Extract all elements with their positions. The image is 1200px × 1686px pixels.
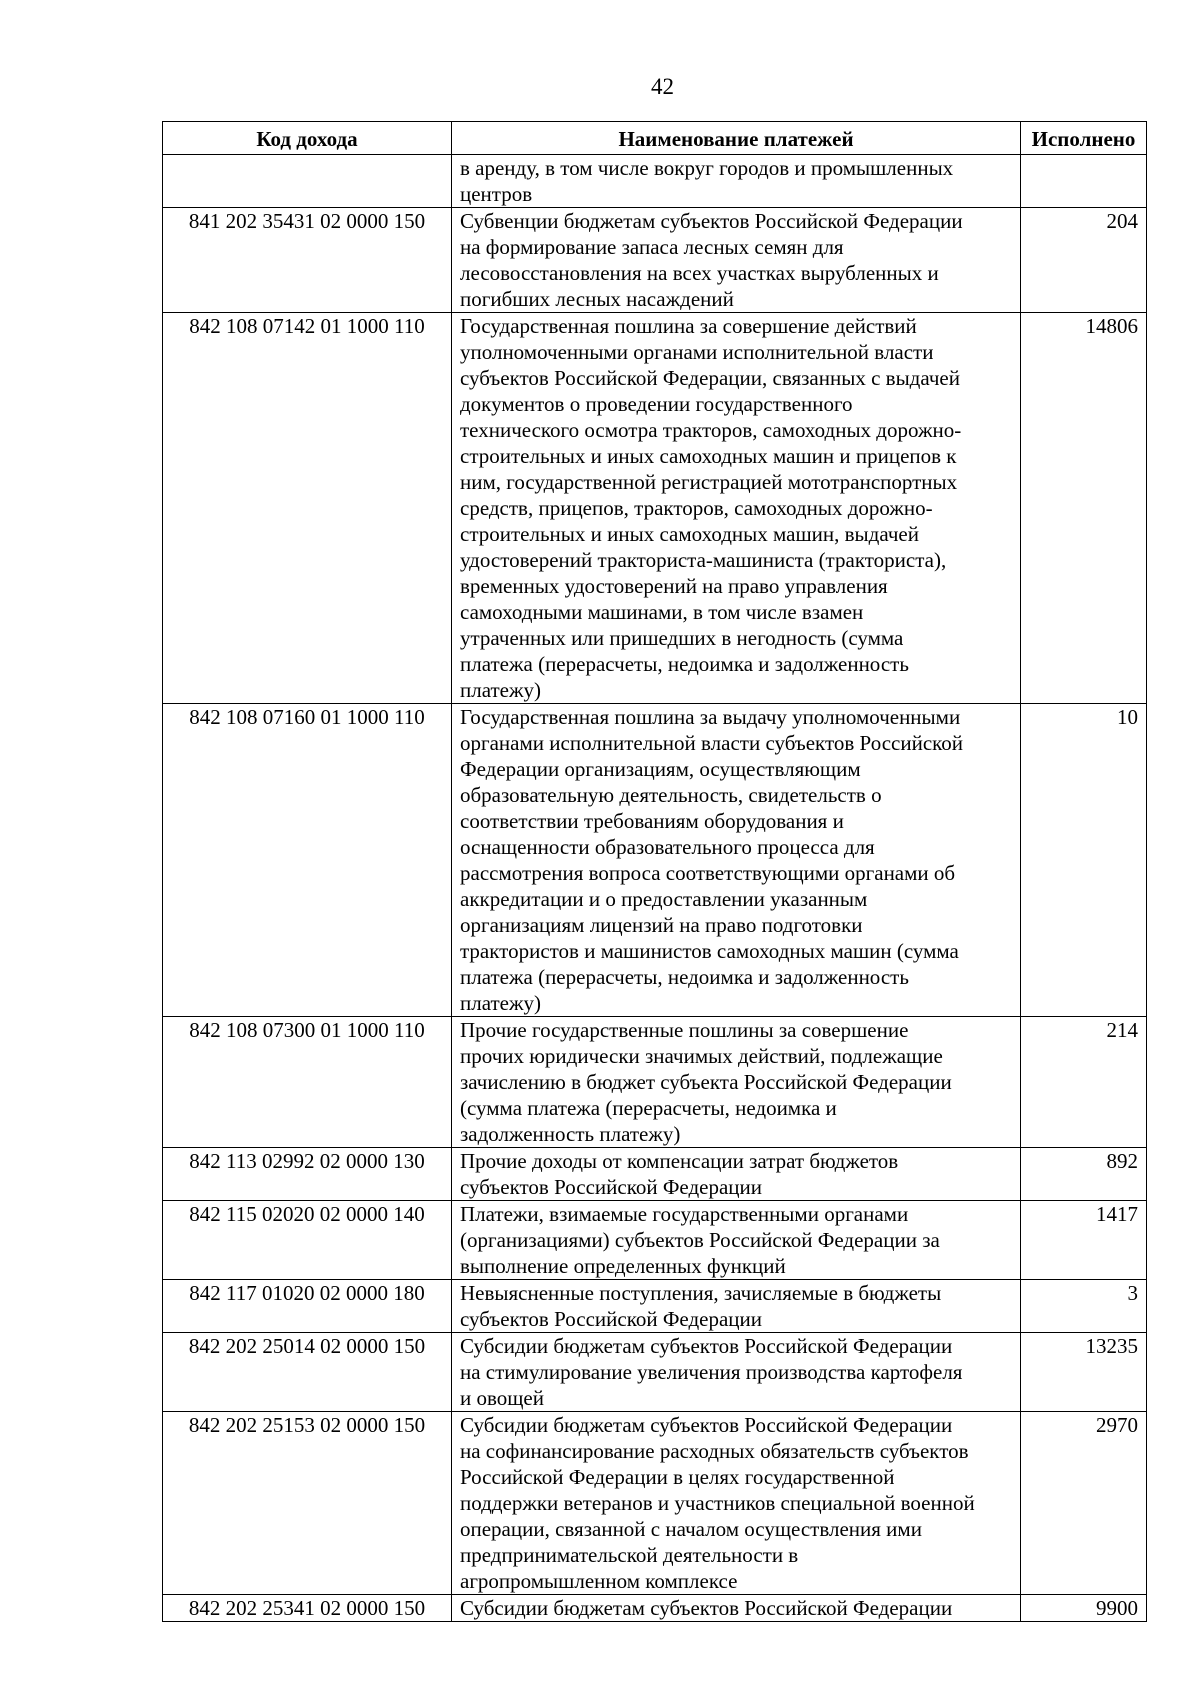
payment-name-cell [452,208,1021,313]
payment-name-line: Государственная пошлина за совершение действий [460,314,917,338]
income-code-cell: 842 115 02020 02 0000 140 [163,1201,452,1280]
payment-name-cell [452,1280,1021,1333]
payment-name-line: прочих юридически значимых действий, подлежащие [460,1044,943,1068]
payment-name-line: трактористов и машинистов самоходных машин (сумма [460,939,959,963]
payment-name-line: технического осмотра тракторов, самоходных дорожно- [460,418,962,442]
income-code-cell: 842 202 25014 02 0000 150 [163,1333,452,1412]
payment-name-cell [452,1595,1021,1622]
income-code-cell: 842 108 07300 01 1000 110 [163,1017,452,1148]
table-row [163,1412,1147,1595]
payment-name-line: агропромышленном комплексе [460,1569,738,1593]
payment-name-line: в аренду, в том числе вокруг городов и промышленных [460,156,954,180]
payment-name-line: субъектов Российской Федерации, связанных с выдачей [460,366,960,390]
income-code-cell: 841 202 35431 02 0000 150 [163,208,452,313]
payment-name-line: самоходными машинами, в том числе взамен [460,600,864,624]
payment-name-line: (организациями) субъектов Российской Федерации за [460,1228,940,1252]
table-row [163,1148,1147,1201]
executed-amount-cell: 2970 [1021,1412,1147,1595]
executed-amount-cell: 9900 [1021,1595,1147,1622]
payment-name-line: документов о проведении государственного [460,392,853,416]
income-code-cell: 842 113 02992 02 0000 130 [163,1148,452,1201]
payment-name-line: предпринимательской деятельности в [460,1543,799,1567]
payment-name-cell [452,313,1021,704]
income-code-cell: 842 108 07142 01 1000 110 [163,313,452,704]
payment-name-line: задолженность платежу) [460,1122,681,1146]
payment-name-line: аккредитации и о предоставлении указанным [460,887,868,911]
header-income-code: Код дохода [163,122,452,155]
payment-name-line: и овощей [460,1386,544,1410]
header-payment-name: Наименование платежей [452,122,1021,155]
payment-name-line: строительных и иных самоходных машин, выдачей [460,522,919,546]
payment-name-cell [452,1148,1021,1201]
payment-name-line: погибших лесных насаждений [460,287,734,311]
payment-name-line: организациям лицензий на право подготовки [460,913,863,937]
table-row [163,1280,1147,1333]
payment-name-line: утраченных или пришедших в негодность (сумма [460,626,904,650]
executed-amount-cell: 10 [1021,704,1147,1017]
payment-name-line: Платежи, взимаемые государственными органами [460,1202,909,1226]
executed-amount-cell: 214 [1021,1017,1147,1148]
executed-amount-cell: 204 [1021,208,1147,313]
executed-amount-cell: 3 [1021,1280,1147,1333]
payment-name-line: временных удостоверений на право управления [460,574,888,598]
payment-name-line: лесовосстановления на всех участках вырубленных и [460,261,939,285]
executed-amount-cell: 14806 [1021,313,1147,704]
payment-name-line: на софинансирование расходных обязательств субъектов [460,1439,969,1463]
payment-name-cell [452,704,1021,1017]
payment-name-line: образовательную деятельность, свидетельств о [460,783,882,807]
revenue-table [162,121,1147,1622]
table-row [163,313,1147,704]
payment-name-line: удостоверений тракториста-машиниста (тракториста), [460,548,947,572]
payment-name-line: платежа (перерасчеты, недоимка и задолженность [460,965,909,989]
income-code-cell: 842 117 01020 02 0000 180 [163,1280,452,1333]
payment-name-line: Субвенции бюджетам субъектов Российской Федерации [460,209,963,233]
table-row [163,1595,1147,1622]
payment-name-line: платежу) [460,678,541,702]
table-body [163,155,1147,1622]
payment-name-line: уполномоченными органами исполнительной власти [460,340,934,364]
payment-name-line: ним, государственной регистрацией мототранспортных [460,470,958,494]
payment-name-line: Субсидии бюджетам субъектов Российской Федерации [460,1596,953,1620]
payment-name-line: платежу) [460,991,541,1015]
table-row [163,1017,1147,1148]
payment-name-cell [452,1017,1021,1148]
payment-name-line: Субсидии бюджетам субъектов Российской Федерации [460,1413,953,1437]
payment-name-line: субъектов Российской Федерации [460,1307,763,1331]
payment-name-line: на стимулирование увеличения производства картофеля [460,1360,963,1384]
income-code-cell: 842 108 07160 01 1000 110 [163,704,452,1017]
header-executed: Исполнено [1021,122,1147,155]
payment-name-cell [452,1333,1021,1412]
income-code-cell [163,155,452,208]
payment-name-line: Невыясненные поступления, зачисляемые в бюджеты [460,1281,942,1305]
income-code-cell: 842 202 25341 02 0000 150 [163,1595,452,1622]
payment-name-line: операции, связанной с началом осуществления ими [460,1517,922,1541]
payment-name-line: соответствии требованиям оборудования и [460,809,844,833]
table-row [163,1333,1147,1412]
payment-name-line: на формирование запаса лесных семян для [460,235,844,259]
payment-name-cell [452,155,1021,208]
payment-name-line: Субсидии бюджетам субъектов Российской Федерации [460,1334,953,1358]
executed-amount-cell [1021,155,1147,208]
payment-name-line: поддержки ветеранов и участников специальной военной [460,1491,975,1515]
payment-name-line: (сумма платежа (перерасчеты, недоимка и [460,1096,837,1120]
executed-amount-cell: 1417 [1021,1201,1147,1280]
payment-name-line: строительных и иных самоходных машин и прицепов к [460,444,957,468]
table-row [163,208,1147,313]
page-number: 42 [651,74,674,99]
payment-name-line: Прочие доходы от компенсации затрат бюджетов [460,1149,899,1173]
executed-amount-cell: 892 [1021,1148,1147,1201]
payment-name-line: средств, прицепов, тракторов, самоходных дорожно- [460,496,933,520]
table-header-row [163,122,1147,155]
payment-name-cell [452,1412,1021,1595]
payment-name-line: оснащенности образовательного процесса для [460,835,875,859]
payment-name-line: выполнение определенных функций [460,1254,786,1278]
payment-name-line: зачислению в бюджет субъекта Российской Федерации [460,1070,952,1094]
payment-name-line: Российской Федерации в целях государственной [460,1465,895,1489]
table-row [163,704,1147,1017]
table-row [163,155,1147,208]
income-code-cell: 842 202 25153 02 0000 150 [163,1412,452,1595]
payment-name-line: Федерации организациям, осуществляющим [460,757,861,781]
payment-name-line: центров [460,182,533,206]
payment-name-cell [452,1201,1021,1280]
payment-name-line: органами исполнительной власти субъектов Российской [460,731,964,755]
table-row [163,1201,1147,1280]
payment-name-line: субъектов Российской Федерации [460,1175,763,1199]
executed-amount-cell: 13235 [1021,1333,1147,1412]
payment-name-line: Прочие государственные пошлины за совершение [460,1018,909,1042]
payment-name-line: рассмотрения вопроса соответствующими органами об [460,861,956,885]
payment-name-line: Государственная пошлина за выдачу уполномоченными [460,705,961,729]
payment-name-line: платежа (перерасчеты, недоимка и задолженность [460,652,909,676]
